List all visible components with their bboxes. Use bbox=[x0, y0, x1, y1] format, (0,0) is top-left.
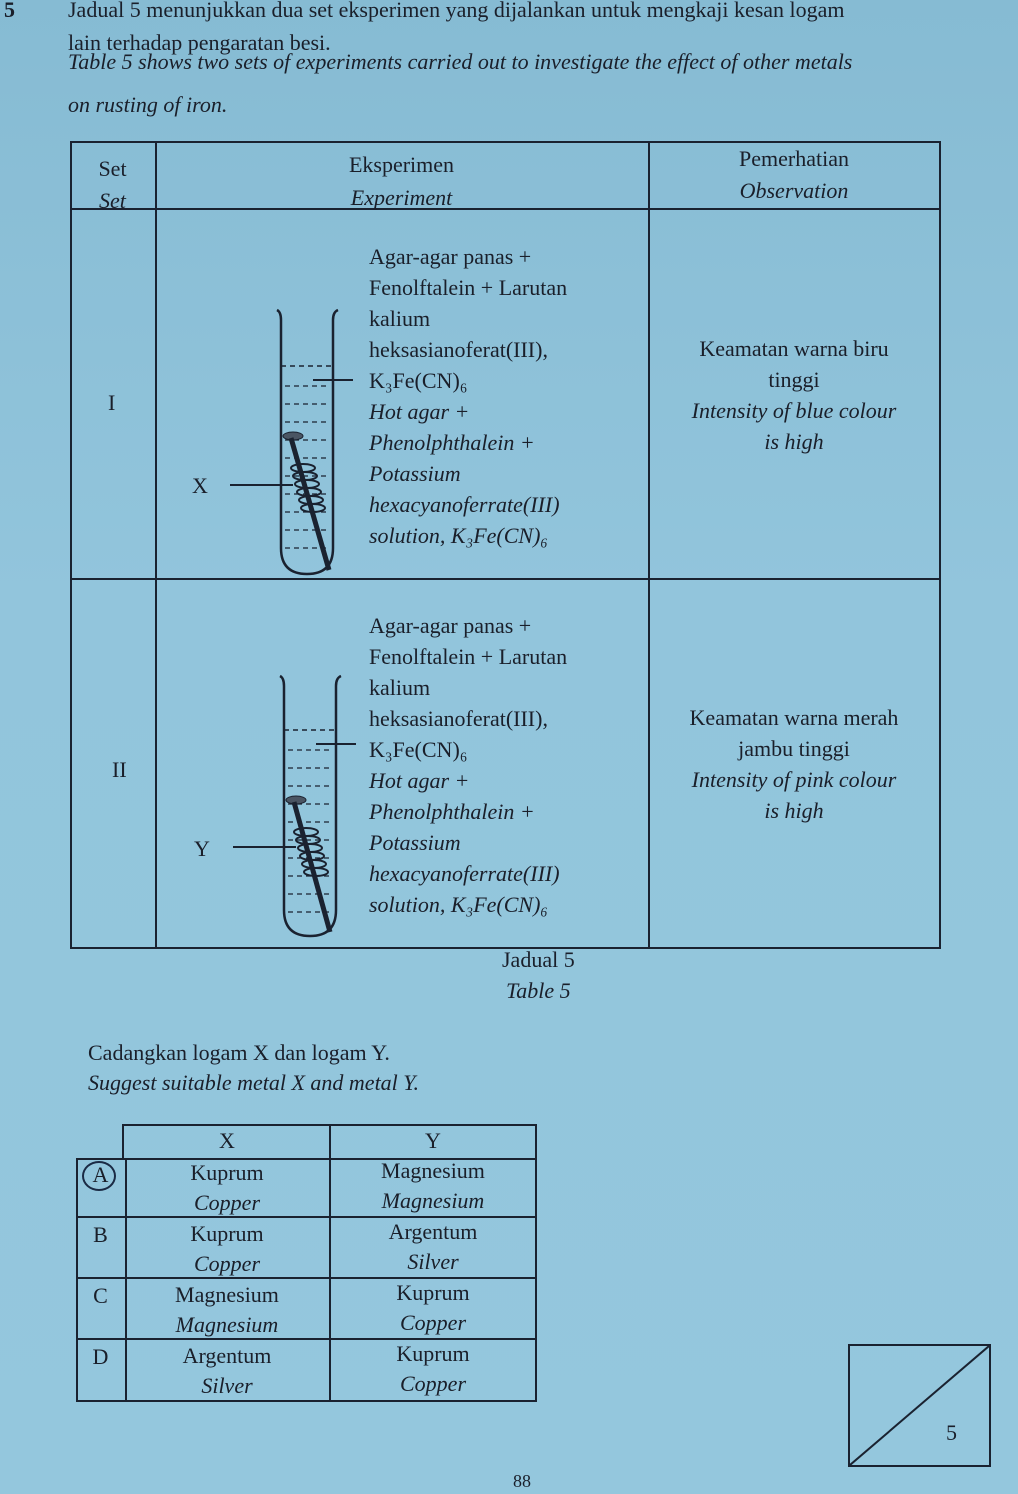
observation-text bbox=[648, 333, 940, 457]
experiment-line: Hot agar + bbox=[369, 768, 470, 793]
header-x: X bbox=[219, 1128, 235, 1153]
metal-name-malay: Kuprum bbox=[190, 1221, 264, 1246]
metal-name-malay: Kuprum bbox=[396, 1341, 470, 1366]
experiment-text bbox=[369, 241, 567, 551]
metal-name-malay: Magnesium bbox=[175, 1282, 279, 1307]
metal-name-english: Copper bbox=[194, 1251, 260, 1276]
metal-name-english: Copper bbox=[194, 1190, 260, 1215]
option-label: D bbox=[92, 1344, 109, 1369]
experiment-line: Phenolphthalein + bbox=[369, 430, 535, 455]
table-divider bbox=[155, 141, 157, 949]
diagonal-line bbox=[850, 1346, 989, 1465]
experiment-line: Fenolftalein + Larutan bbox=[369, 644, 568, 669]
observation-text bbox=[648, 702, 940, 826]
question-number: 5 bbox=[4, 0, 15, 22]
option-label: A bbox=[92, 1162, 109, 1187]
observation-line: Keamatan warna biru bbox=[699, 336, 889, 361]
metal-name-english: Magnesium bbox=[381, 1188, 485, 1213]
option-x bbox=[125, 1219, 329, 1279]
question-text-malay-1: Jadual 5 menunjukkan dua set eksperimen yang dijalankan untuk mengkaji kesan logam bbox=[68, 0, 845, 22]
experiment-line: K₃Fe(CN)₆ bbox=[369, 368, 468, 393]
set-label: II bbox=[112, 757, 127, 782]
header-observation-english: Observation bbox=[739, 178, 849, 203]
metal-name-english: Copper bbox=[400, 1371, 466, 1396]
observation-line: tinggi bbox=[768, 367, 820, 392]
question-text-malay-2: lain terhadap pengaratan besi. bbox=[68, 30, 331, 55]
experiment-line: Potassium bbox=[369, 830, 461, 855]
metal-label: Y bbox=[194, 836, 210, 861]
metal-name-english: Silver bbox=[201, 1373, 253, 1398]
table-divider bbox=[648, 141, 650, 949]
header-y: Y bbox=[425, 1128, 441, 1153]
metal-name-malay: Kuprum bbox=[190, 1160, 264, 1185]
option-x bbox=[125, 1158, 329, 1218]
metal-label: X bbox=[192, 473, 208, 498]
experiment-line: kalium bbox=[369, 306, 431, 331]
experiment-line: solution, K₃Fe(CN)₆ bbox=[369, 892, 549, 917]
option-label: B bbox=[93, 1222, 108, 1247]
experiment-line: K₃Fe(CN)₆ bbox=[369, 737, 468, 762]
marks-box bbox=[848, 1344, 991, 1467]
marks-total: 5 bbox=[946, 1420, 957, 1445]
observation-line: Intensity of blue colour bbox=[691, 398, 897, 423]
option-y bbox=[329, 1156, 537, 1216]
header-experiment-malay: Eksperimen bbox=[348, 152, 455, 177]
experiment-line: Phenolphthalein + bbox=[369, 799, 535, 824]
table-caption-english: Table 5 bbox=[506, 978, 571, 1003]
metal-name-malay: Argentum bbox=[388, 1219, 478, 1244]
experiment-line: kalium bbox=[369, 675, 431, 700]
metal-name-malay: Argentum bbox=[182, 1343, 272, 1368]
option-y bbox=[329, 1278, 537, 1338]
header-observation-malay: Pemerhatian bbox=[739, 146, 849, 171]
experiment-line: hexacyanoferrate(III) bbox=[369, 492, 560, 517]
metal-name-english: Copper bbox=[400, 1310, 466, 1335]
metal-name-english: Magnesium bbox=[175, 1312, 279, 1337]
experiment-line: heksasianoferat(III), bbox=[369, 706, 548, 731]
prompt-malay: Cadangkan logam X dan logam Y. bbox=[88, 1040, 390, 1065]
test-tube-with-coiled-nail-icon bbox=[225, 308, 355, 578]
table-caption-malay: Jadual 5 bbox=[502, 947, 575, 972]
question-text-english-1: Table 5 shows two sets of experiments carried out to investigate the effect of other metals bbox=[68, 49, 853, 74]
option-x bbox=[125, 1280, 329, 1340]
question-text-english-2: on rusting of iron. bbox=[68, 92, 228, 117]
table-divider bbox=[70, 578, 941, 580]
experiment-line: solution, K₃Fe(CN)₆ bbox=[369, 523, 549, 548]
header-set-malay: Set bbox=[98, 156, 127, 181]
observation-line: Intensity of pink colour bbox=[691, 767, 897, 792]
option-y bbox=[329, 1339, 537, 1399]
experiment-line: Agar-agar panas + bbox=[369, 613, 532, 638]
experiment-line: Potassium bbox=[369, 461, 461, 486]
header-set-english: Set bbox=[99, 188, 126, 213]
test-tube-with-coiled-nail-icon bbox=[228, 674, 358, 944]
experiment-line: Fenolftalein + Larutan bbox=[369, 275, 568, 300]
observation-line: is high bbox=[764, 798, 824, 823]
page-number: 88 bbox=[513, 1471, 531, 1491]
metal-name-malay: Magnesium bbox=[381, 1158, 485, 1183]
observation-line: is high bbox=[764, 429, 824, 454]
experiment-line: Hot agar + bbox=[369, 399, 470, 424]
prompt-english: Suggest suitable metal X and metal Y. bbox=[88, 1070, 420, 1095]
set-label: I bbox=[108, 390, 116, 415]
metal-name-malay: Kuprum bbox=[396, 1280, 470, 1305]
option-x bbox=[125, 1341, 329, 1401]
observation-line: Keamatan warna merah bbox=[689, 705, 899, 730]
option-label: C bbox=[93, 1283, 108, 1308]
header-experiment-english: Experiment bbox=[350, 185, 453, 210]
observation-line: jambu tinggi bbox=[738, 736, 850, 761]
experiment-line: Agar-agar panas + bbox=[369, 244, 532, 269]
option-y bbox=[329, 1217, 537, 1277]
metal-name-english: Silver bbox=[407, 1249, 459, 1274]
experiment-text bbox=[369, 610, 567, 920]
experiment-line: hexacyanoferrate(III) bbox=[369, 861, 560, 886]
experiment-line: heksasianoferat(III), bbox=[369, 337, 548, 362]
